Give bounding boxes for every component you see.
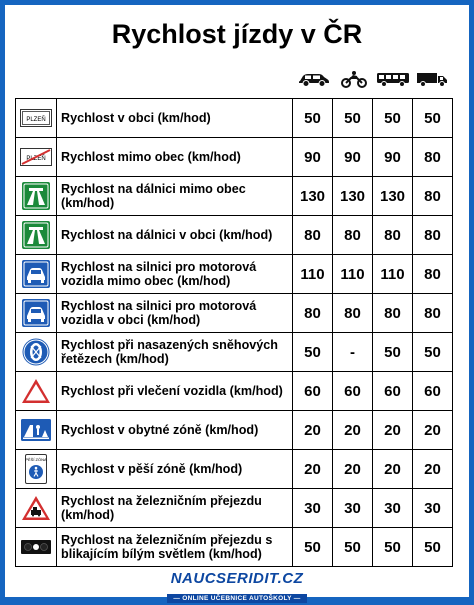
value-motorcycle: 30	[333, 489, 373, 528]
row-icon-cell	[16, 333, 57, 372]
row-icon-cell	[16, 450, 57, 489]
flashing-light-signal-icon	[21, 538, 51, 556]
value-bus: 110	[373, 255, 413, 294]
town-entry-sign-text: PLZEŇ	[26, 117, 46, 123]
value-bus: 20	[373, 411, 413, 450]
value-car: 20	[293, 450, 333, 489]
table-row	[16, 99, 453, 138]
level-crossing-sign-icon	[21, 495, 51, 521]
car-icon	[297, 71, 331, 87]
value-bus: 80	[373, 216, 413, 255]
truck-icon	[416, 71, 448, 87]
bus-column-header	[373, 65, 412, 93]
value-truck: 50	[413, 99, 453, 138]
truck-column-header	[412, 65, 451, 93]
value-motorcycle: 80	[333, 294, 373, 333]
row-label: Rychlost při vlečení vozidla (km/hod)	[57, 372, 293, 411]
bus-icon	[376, 71, 410, 87]
motorcycle-column-header	[334, 65, 373, 93]
residential-zone-sign-icon	[21, 419, 51, 441]
value-motorcycle: 50	[333, 99, 373, 138]
table-row	[16, 294, 453, 333]
value-motorcycle: 90	[333, 138, 373, 177]
row-label: Rychlost na silnici pro motorová vozidla mimo obec (km/hod)	[57, 255, 293, 294]
row-icon-cell	[16, 489, 57, 528]
value-bus: 30	[373, 489, 413, 528]
row-icon-cell	[16, 294, 57, 333]
pedestrian-zone-sign-icon	[25, 454, 47, 484]
town-exit-sign-icon	[20, 148, 52, 166]
value-bus: 50	[373, 333, 413, 372]
value-bus: 80	[373, 294, 413, 333]
snow-chains-sign-icon	[22, 338, 50, 366]
value-truck: 80	[413, 255, 453, 294]
value-motorcycle: 130	[333, 177, 373, 216]
motor-road-sign-icon	[22, 299, 50, 327]
value-bus: 20	[373, 450, 413, 489]
page-title: Rychlost jízdy v ČR	[111, 19, 363, 49]
value-car: 50	[293, 528, 333, 567]
value-truck: 20	[413, 411, 453, 450]
table-row	[16, 411, 453, 450]
value-motorcycle: 110	[333, 255, 373, 294]
value-truck: 80	[413, 216, 453, 255]
row-icon-cell	[16, 99, 57, 138]
table-row	[16, 216, 453, 255]
row-label: Rychlost na silnici pro motorová vozidla v obci (km/hod)	[57, 294, 293, 333]
row-icon-cell	[16, 528, 57, 567]
value-car: 20	[293, 411, 333, 450]
value-truck: 50	[413, 333, 453, 372]
value-car: 130	[293, 177, 333, 216]
towing-warning-triangle-icon	[21, 378, 51, 404]
motorway-sign-icon	[22, 182, 50, 210]
value-truck: 20	[413, 450, 453, 489]
value-car: 80	[293, 216, 333, 255]
row-icon-cell	[16, 411, 57, 450]
value-car: 50	[293, 333, 333, 372]
row-icon-cell	[16, 216, 57, 255]
value-car: 60	[293, 372, 333, 411]
table-row	[16, 138, 453, 177]
value-bus: 60	[373, 372, 413, 411]
row-label: Rychlost v pěší zóně (km/hod)	[57, 450, 293, 489]
motor-road-sign-icon	[22, 260, 50, 288]
row-label: Rychlost v obci (km/hod)	[57, 99, 293, 138]
table-row	[16, 528, 453, 567]
row-label: Rychlost v obytné zóně (km/hod)	[57, 411, 293, 450]
value-motorcycle: 20	[333, 450, 373, 489]
table-row	[16, 177, 453, 216]
value-car: 30	[293, 489, 333, 528]
row-label: Rychlost při nasazených sněhových řetězech (km/hod)	[57, 333, 293, 372]
value-motorcycle: 50	[333, 528, 373, 567]
town-entry-sign-icon	[20, 109, 52, 127]
table-row	[16, 255, 453, 294]
row-icon-cell	[16, 177, 57, 216]
value-motorcycle: 20	[333, 411, 373, 450]
speed-limits-table	[15, 98, 453, 567]
value-truck: 30	[413, 489, 453, 528]
motorcycle-icon	[340, 70, 368, 88]
value-bus: 90	[373, 138, 413, 177]
value-truck: 60	[413, 372, 453, 411]
value-bus: 130	[373, 177, 413, 216]
row-label: Rychlost na dálnici mimo obec (km/hod)	[57, 177, 293, 216]
table-row	[16, 333, 453, 372]
town-exit-sign-text: PLZEŇ	[26, 156, 46, 162]
car-column-header	[294, 65, 334, 93]
value-truck: 80	[413, 294, 453, 333]
row-label: Rychlost na železničním přejezdu s blikajícím bílým světlem (km/hod)	[57, 528, 293, 567]
value-motorcycle: 80	[333, 216, 373, 255]
speed-table-card	[5, 5, 469, 602]
table-row	[16, 450, 453, 489]
value-motorcycle: 60	[333, 372, 373, 411]
row-label: Rychlost mimo obec (km/hod)	[57, 138, 293, 177]
value-motorcycle: -	[333, 333, 373, 372]
footer-logo[interactable]	[5, 570, 469, 605]
value-bus: 50	[373, 528, 413, 567]
row-icon-cell	[16, 372, 57, 411]
value-truck: 50	[413, 528, 453, 567]
value-bus: 50	[373, 99, 413, 138]
row-label: Rychlost na železničním přejezdu (km/hod)	[57, 489, 293, 528]
table-row	[16, 489, 453, 528]
row-icon-cell	[16, 255, 57, 294]
brand-name[interactable]: NAUCSERIDIT.CZ	[170, 570, 304, 587]
value-truck: 80	[413, 138, 453, 177]
brand-tagline: — ONLINE UČEBNICE AUTOŠKOLY —	[167, 594, 306, 603]
value-car: 110	[293, 255, 333, 294]
table-row	[16, 372, 453, 411]
value-car: 50	[293, 99, 333, 138]
pedestrian-zone-sign-text: PĚŠÍ ZÓNA	[25, 457, 47, 462]
motorway-sign-icon	[22, 221, 50, 249]
row-label: Rychlost na dálnici v obci (km/hod)	[57, 216, 293, 255]
value-car: 80	[293, 294, 333, 333]
value-truck: 80	[413, 177, 453, 216]
row-icon-cell	[16, 138, 57, 177]
value-car: 90	[293, 138, 333, 177]
